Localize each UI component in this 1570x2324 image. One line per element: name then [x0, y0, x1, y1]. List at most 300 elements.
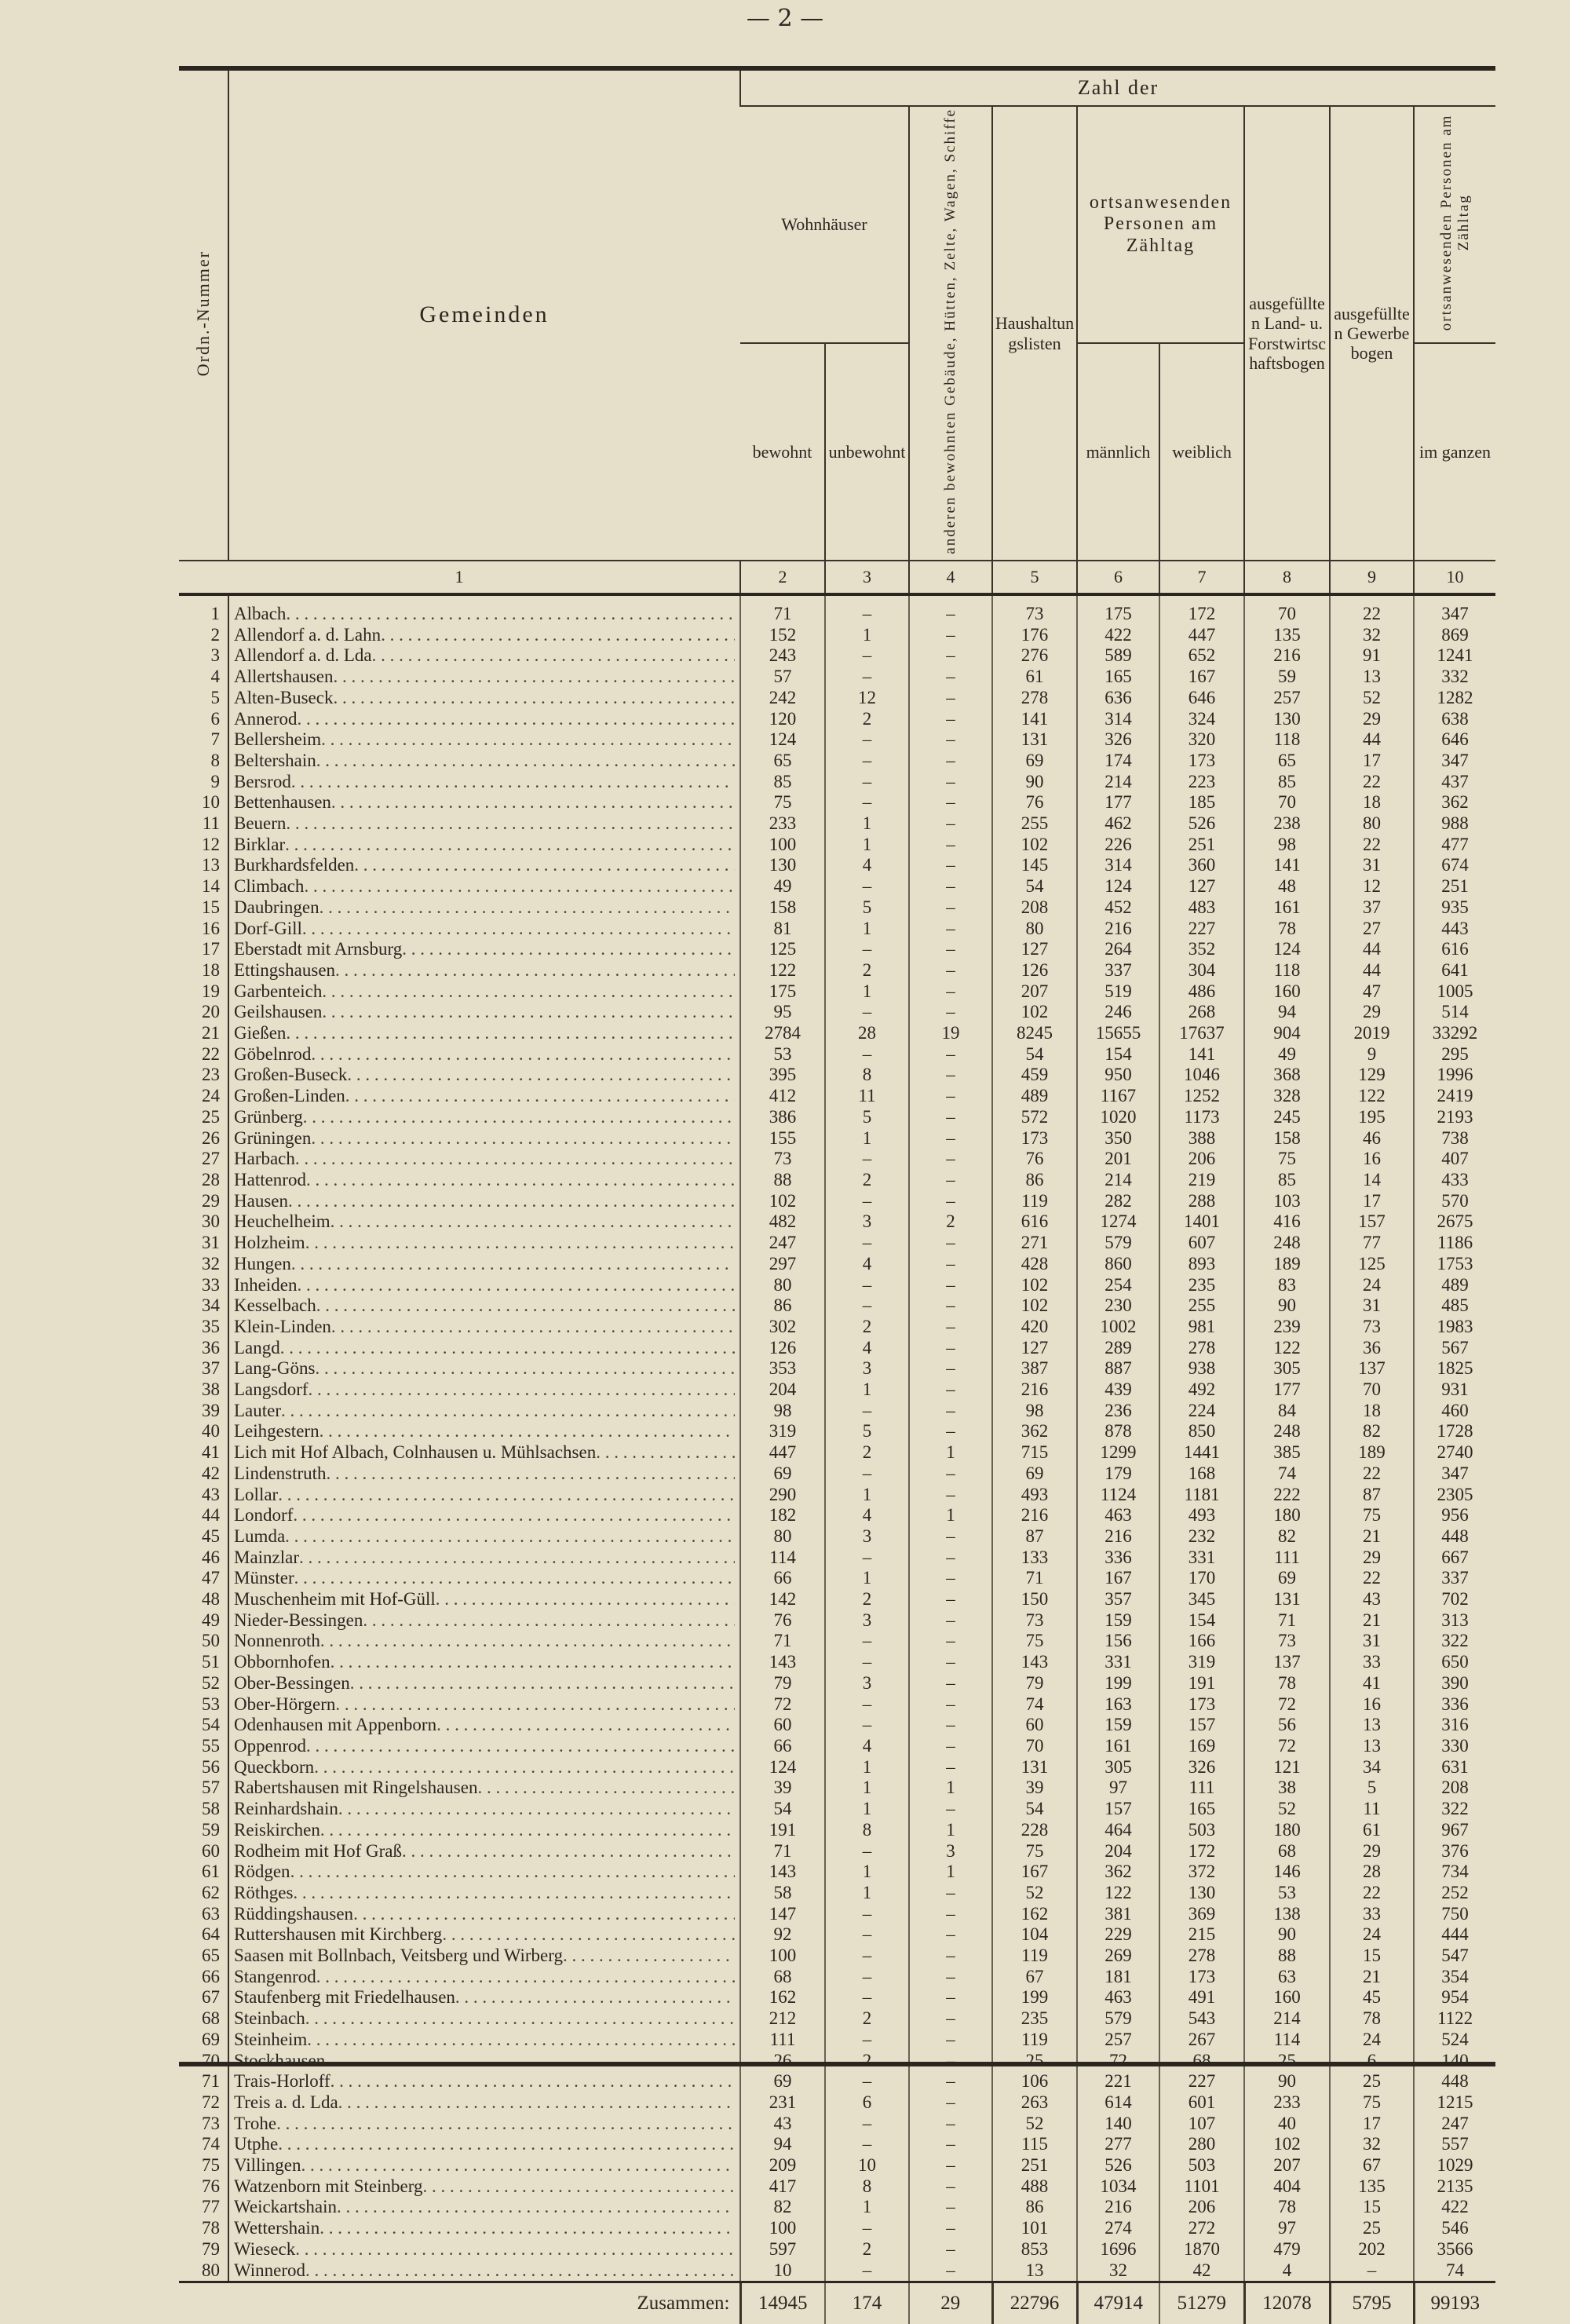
value-cell: –	[825, 1548, 909, 1569]
value-cell: 314	[1077, 855, 1159, 876]
dot-leader	[330, 1652, 735, 1673]
value-cell: 18	[1330, 792, 1414, 813]
value-cell: 3	[825, 1358, 909, 1379]
municipality-name: Klein-Linden	[234, 1316, 331, 1336]
value-cell: 16	[1330, 1149, 1414, 1170]
value-cell: 332	[1414, 667, 1495, 688]
value-cell: –	[825, 2114, 909, 2135]
value-cell: 76	[740, 1610, 825, 1632]
municipality-cell	[228, 1526, 740, 1548]
value-cell: –	[825, 729, 909, 751]
value-cell: 71	[740, 1631, 825, 1652]
value-cell: 251	[1414, 876, 1495, 897]
value-cell: 251	[1159, 835, 1244, 856]
municipality-name: Annerod	[234, 708, 298, 729]
value-cell: 319	[1159, 1652, 1244, 1673]
dot-leader	[319, 1421, 735, 1442]
value-cell: 80	[992, 919, 1077, 940]
value-cell: 360	[1159, 855, 1244, 876]
value-cell: 376	[1414, 1841, 1495, 1862]
value-cell: 160	[1244, 981, 1330, 1003]
value-cell: –	[825, 2030, 909, 2051]
value-cell: 347	[1414, 594, 1495, 625]
value-cell: 86	[992, 1170, 1077, 1191]
value-cell: 100	[740, 835, 825, 856]
value-cell: –	[909, 1652, 992, 1673]
value-cell: 489	[1414, 1275, 1495, 1296]
value-cell: 278	[1159, 1338, 1244, 1359]
value-cell: 114	[1244, 2030, 1330, 2051]
municipality-cell	[228, 688, 740, 709]
table-row	[179, 1149, 1495, 1170]
municipality-cell	[228, 2197, 740, 2218]
value-cell: 641	[1414, 960, 1495, 981]
value-cell: 15655	[1077, 1023, 1159, 1044]
row-number: 31	[202, 1233, 220, 1253]
value-cell: 750	[1414, 1904, 1495, 1925]
value-cell: 16	[1330, 1694, 1414, 1716]
value-cell: 2	[825, 709, 909, 730]
value-cell: 13	[1330, 1715, 1414, 1736]
value-cell: 38	[1244, 1778, 1330, 1799]
value-cell: 6	[1330, 2051, 1414, 2072]
value-cell: 214	[1077, 772, 1159, 793]
value-cell: 433	[1414, 1170, 1495, 1191]
row-number: 27	[202, 1149, 220, 1169]
value-cell: –	[909, 1358, 992, 1379]
value-cell: 77	[1330, 1233, 1414, 1254]
value-cell: 91	[1330, 645, 1414, 667]
row-number: 16	[202, 918, 220, 938]
value-cell: 1034	[1077, 2176, 1159, 2198]
value-cell: 3	[825, 1211, 909, 1233]
value-cell: 78	[1244, 2197, 1330, 2218]
value-cell: 162	[740, 1987, 825, 2008]
value-cell: 209	[740, 2155, 825, 2176]
column-number: 4	[909, 561, 992, 594]
municipality-cell	[228, 1170, 740, 1191]
municipality-cell	[228, 2239, 740, 2260]
table-row	[179, 1358, 1495, 1379]
dot-leader	[293, 1505, 735, 1526]
value-cell: 589	[1077, 645, 1159, 667]
dot-leader	[316, 1295, 735, 1317]
value-cell: 157	[1077, 1799, 1159, 1820]
value-cell: 212	[740, 2008, 825, 2030]
row-number: 13	[202, 855, 220, 875]
value-cell: 60	[740, 1715, 825, 1736]
municipality-cell	[228, 1589, 740, 1610]
dot-leader	[286, 604, 735, 625]
value-cell: 485	[1414, 1295, 1495, 1317]
value-cell: –	[825, 1924, 909, 1946]
municipality-name: Rödgen	[234, 1862, 290, 1882]
value-cell: –	[909, 855, 992, 876]
value-cell: 25	[1330, 2218, 1414, 2239]
row-number: 66	[202, 1966, 220, 1986]
value-cell: 48	[1244, 876, 1330, 897]
table-row	[179, 2114, 1495, 2135]
value-cell: 1996	[1414, 1065, 1495, 1086]
value-cell: 71	[740, 594, 825, 625]
value-cell: 219	[1159, 1170, 1244, 1191]
value-cell: 61	[992, 667, 1077, 688]
value-cell: 31	[1330, 1295, 1414, 1317]
value-cell: –	[909, 667, 992, 688]
value-cell: 264	[1077, 939, 1159, 960]
value-cell: 103	[1244, 1191, 1330, 1212]
value-cell: 369	[1159, 1904, 1244, 1925]
table-row	[179, 1778, 1495, 1799]
municipality-name: Lang-Göns	[234, 1358, 316, 1379]
value-cell: –	[909, 625, 992, 646]
value-cell: 54	[740, 1799, 825, 1820]
value-cell: –	[909, 981, 992, 1003]
value-cell: 420	[992, 1317, 1077, 1338]
municipality-name: Wettershain	[234, 2218, 320, 2238]
value-cell: –	[825, 1295, 909, 1317]
municipality-name: Oppenrod	[234, 1735, 306, 1756]
value-cell: –	[909, 2008, 992, 2030]
dot-leader	[563, 1946, 735, 1967]
row-number: 80	[202, 2260, 220, 2280]
value-cell: 130	[740, 855, 825, 876]
value-cell: 29	[1330, 1548, 1414, 1569]
municipality-cell	[228, 2030, 740, 2051]
table-row	[179, 1044, 1495, 1065]
value-cell: 120	[740, 709, 825, 730]
value-cell: 75	[1330, 1505, 1414, 1526]
municipality-name: Dorf-Gill	[234, 918, 302, 938]
value-cell: 157	[1159, 1715, 1244, 1736]
value-cell: 486	[1159, 981, 1244, 1003]
total-cell: 12078	[1244, 2282, 1330, 2324]
value-cell: 75	[1330, 2092, 1414, 2114]
row-number: 62	[202, 1882, 220, 1902]
municipality-cell	[228, 897, 740, 919]
value-cell: 115	[992, 2134, 1077, 2155]
value-cell: 202	[1330, 2239, 1414, 2260]
dot-leader	[311, 1128, 735, 1149]
value-cell: 14	[1330, 1170, 1414, 1191]
value-cell: 13	[1330, 667, 1414, 688]
value-cell: 167	[1159, 667, 1244, 688]
municipality-cell	[228, 751, 740, 772]
value-cell: –	[909, 1317, 992, 1338]
municipality-name: Hausen	[234, 1190, 288, 1211]
value-cell: 646	[1159, 688, 1244, 709]
value-cell: 362	[1077, 1862, 1159, 1883]
value-cell: 189	[1330, 1442, 1414, 1463]
table-row	[179, 751, 1495, 772]
value-cell: –	[909, 2218, 992, 2239]
municipality-name: Lauter	[234, 1400, 282, 1420]
value-cell: –	[825, 1233, 909, 1254]
dot-leader	[315, 1358, 735, 1379]
value-cell: –	[909, 1967, 992, 1988]
value-cell: –	[909, 1924, 992, 1946]
value-cell: –	[909, 729, 992, 751]
value-cell: 206	[1159, 2197, 1244, 2218]
table-row	[179, 2008, 1495, 2030]
value-cell: –	[909, 1086, 992, 1107]
value-cell: 172	[1159, 594, 1244, 625]
municipality-cell	[228, 1317, 740, 1338]
value-cell: 177	[1077, 792, 1159, 813]
value-cell: 667	[1414, 1548, 1495, 1569]
row-number: 42	[202, 1463, 220, 1483]
value-cell: 172	[1159, 1841, 1244, 1862]
row-number: 15	[202, 897, 220, 917]
value-cell: 3	[825, 1610, 909, 1632]
value-cell: –	[825, 876, 909, 897]
value-cell: 326	[1159, 1757, 1244, 1778]
municipality-cell	[228, 835, 740, 856]
value-cell: 102	[1244, 2134, 1330, 2155]
value-cell: 69	[992, 751, 1077, 772]
census-table	[179, 66, 1495, 2324]
value-cell: 459	[992, 1065, 1077, 1086]
municipality-name: Beltershain	[234, 750, 316, 770]
value-cell: 1215	[1414, 2092, 1495, 2114]
value-cell: 81	[740, 919, 825, 940]
value-cell: 248	[1244, 1233, 1330, 1254]
dot-leader	[281, 1401, 735, 1422]
value-cell: 75	[1244, 1149, 1330, 1170]
value-cell: –	[909, 960, 992, 981]
value-cell: 102	[992, 1275, 1077, 1296]
municipality-cell	[228, 1463, 740, 1485]
dot-leader	[455, 1987, 735, 2008]
value-cell: 320	[1159, 729, 1244, 751]
value-cell: 175	[1077, 594, 1159, 625]
table-row	[179, 1946, 1495, 1967]
municipality-cell	[228, 1904, 740, 1925]
value-cell: –	[909, 688, 992, 709]
row-number: 38	[202, 1379, 220, 1400]
value-cell: –	[825, 1946, 909, 1967]
table-row	[179, 1421, 1495, 1442]
value-cell: 195	[1330, 1107, 1414, 1128]
value-cell: 86	[740, 1295, 825, 1317]
table-row	[179, 1295, 1495, 1317]
value-cell: 22	[1330, 1883, 1414, 1904]
value-cell: 236	[1077, 1401, 1159, 1422]
value-cell: 13	[1330, 1736, 1414, 1757]
row-number: 54	[202, 1715, 220, 1735]
value-cell: 1	[909, 1820, 992, 1841]
value-cell: –	[825, 772, 909, 793]
value-cell: 368	[1244, 1065, 1330, 1086]
value-cell: 1870	[1159, 2239, 1244, 2260]
value-cell: 46	[1330, 1128, 1414, 1149]
value-cell: 277	[1077, 2134, 1159, 2155]
value-cell: 2	[825, 1170, 909, 1191]
value-cell: 1728	[1414, 1421, 1495, 1442]
dot-leader	[305, 2260, 735, 2282]
municipality-name: Obbornhofen	[234, 1652, 330, 1672]
value-cell: 1	[825, 1128, 909, 1149]
value-cell: 224	[1159, 1401, 1244, 1422]
value-cell: 878	[1077, 1421, 1159, 1442]
value-cell: 75	[992, 1631, 1077, 1652]
municipality-name: Nonnenroth	[234, 1631, 320, 1651]
dot-leader	[305, 2008, 735, 2030]
value-cell: 1	[909, 1778, 992, 1799]
value-cell: 543	[1159, 2008, 1244, 2030]
row-number: 39	[202, 1400, 220, 1420]
row-number: 74	[202, 2134, 220, 2154]
value-cell: 1	[909, 1862, 992, 1883]
value-cell: 305	[1077, 1757, 1159, 1778]
municipality-name: Langsdorf	[234, 1379, 309, 1400]
municipality-cell	[228, 2218, 740, 2239]
value-cell: 254	[1077, 1275, 1159, 1296]
value-cell: 238	[1244, 813, 1330, 835]
municipality-name: Wieseck	[234, 2238, 296, 2259]
value-cell: 143	[992, 1652, 1077, 1673]
value-cell: –	[909, 2092, 992, 2114]
table-row	[179, 919, 1495, 940]
value-cell: 130	[1159, 1883, 1244, 1904]
header-unbewohnt: unbewohnt	[825, 343, 909, 561]
value-cell: 448	[1414, 2071, 1495, 2092]
value-cell: 163	[1077, 1694, 1159, 1716]
value-cell: 452	[1077, 897, 1159, 919]
value-cell: 226	[1077, 835, 1159, 856]
municipality-name: Mainzlar	[234, 1547, 300, 1567]
value-cell: 526	[1159, 813, 1244, 835]
value-cell: 67	[992, 1967, 1077, 1988]
value-cell: 179	[1077, 1463, 1159, 1485]
value-cell: 126	[740, 1338, 825, 1359]
value-cell: 271	[992, 1233, 1077, 1254]
table-row	[179, 729, 1495, 751]
municipality-name: Allendorf a. d. Lahn	[234, 624, 382, 645]
table-row	[179, 1862, 1495, 1883]
municipality-name: Steinheim	[234, 2029, 308, 2049]
value-cell: 3	[825, 1526, 909, 1548]
dot-leader	[363, 1610, 735, 1632]
value-cell: 493	[1159, 1505, 1244, 1526]
value-cell: 19	[909, 1023, 992, 1044]
municipality-name: Trohe	[234, 2113, 277, 2133]
municipality-name: Ettingshausen	[234, 959, 336, 980]
value-cell: 79	[992, 1673, 1077, 1694]
row-number: 24	[202, 1086, 220, 1106]
value-cell: 1983	[1414, 1317, 1495, 1338]
table-row	[179, 645, 1495, 667]
dot-leader	[338, 1799, 735, 1820]
value-cell: 22	[1330, 772, 1414, 793]
value-cell: 255	[992, 813, 1077, 835]
value-cell: 131	[992, 1757, 1077, 1778]
dot-leader	[402, 1841, 735, 1862]
municipality-cell	[228, 2008, 740, 2030]
value-cell: 69	[740, 1463, 825, 1485]
value-cell: 47	[1330, 981, 1414, 1003]
value-cell: 147	[740, 1904, 825, 1925]
value-cell: 443	[1414, 919, 1495, 940]
table-row	[179, 1107, 1495, 1128]
value-cell: 92	[740, 1924, 825, 1946]
municipality-cell	[228, 2051, 740, 2072]
municipality-cell	[228, 729, 740, 751]
value-cell: –	[909, 1946, 992, 1967]
value-cell: 79	[740, 1673, 825, 1694]
value-cell: 131	[992, 729, 1077, 751]
column-number: 1	[179, 561, 740, 594]
dot-leader	[320, 1820, 735, 1841]
value-cell: 25	[1330, 2071, 1414, 2092]
value-cell: 8245	[992, 1023, 1077, 1044]
value-cell: –	[825, 645, 909, 667]
row-number: 63	[202, 1903, 220, 1924]
value-cell: 90	[992, 772, 1077, 793]
row-number: 30	[202, 1211, 220, 1232]
dot-leader	[316, 1967, 735, 1988]
value-cell: 223	[1159, 772, 1244, 793]
dot-leader	[322, 981, 735, 1003]
value-cell: 304	[1159, 960, 1244, 981]
value-cell: 73	[992, 1610, 1077, 1632]
value-cell: 53	[1244, 1883, 1330, 1904]
dot-leader	[337, 2197, 735, 2218]
row-number: 49	[202, 1610, 220, 1630]
municipality-cell	[228, 594, 740, 625]
municipality-cell	[228, 1924, 740, 1946]
table-row	[179, 1610, 1495, 1632]
value-cell: 1441	[1159, 1442, 1244, 1463]
dot-leader	[303, 1107, 735, 1128]
table-row	[179, 1233, 1495, 1254]
value-cell: 158	[740, 897, 825, 919]
value-cell: –	[909, 835, 992, 856]
value-cell: –	[909, 1883, 992, 1904]
dot-leader	[322, 1002, 735, 1023]
value-cell: –	[909, 1379, 992, 1401]
value-cell: 98	[740, 1401, 825, 1422]
value-cell: 956	[1414, 1505, 1495, 1526]
municipality-cell	[228, 1044, 740, 1065]
value-cell: –	[909, 594, 992, 625]
dot-leader	[291, 772, 735, 793]
dot-leader	[338, 2092, 735, 2114]
value-cell: 1029	[1414, 2155, 1495, 2176]
value-cell: 1241	[1414, 645, 1495, 667]
value-cell: 869	[1414, 625, 1495, 646]
value-cell: 6	[825, 2092, 909, 2114]
value-cell: 1825	[1414, 1358, 1495, 1379]
value-cell: 477	[1414, 835, 1495, 856]
municipality-name: Lollar	[234, 1484, 279, 1504]
municipality-name: Lumda	[234, 1526, 286, 1546]
value-cell: 416	[1244, 1211, 1330, 1233]
value-cell: –	[825, 1715, 909, 1736]
value-cell: 2	[825, 960, 909, 981]
value-cell: 15	[1330, 2197, 1414, 2218]
value-cell: 11	[825, 1086, 909, 1107]
municipality-cell	[228, 1211, 740, 1233]
value-cell: 129	[1330, 1065, 1414, 1086]
table-row	[179, 1023, 1495, 1044]
row-number: 78	[202, 2218, 220, 2238]
value-cell: 738	[1414, 1128, 1495, 1149]
value-cell: 174	[1077, 751, 1159, 772]
value-cell: 8	[825, 1820, 909, 1841]
value-cell: 950	[1077, 1065, 1159, 1086]
value-cell: 182	[740, 1505, 825, 1526]
